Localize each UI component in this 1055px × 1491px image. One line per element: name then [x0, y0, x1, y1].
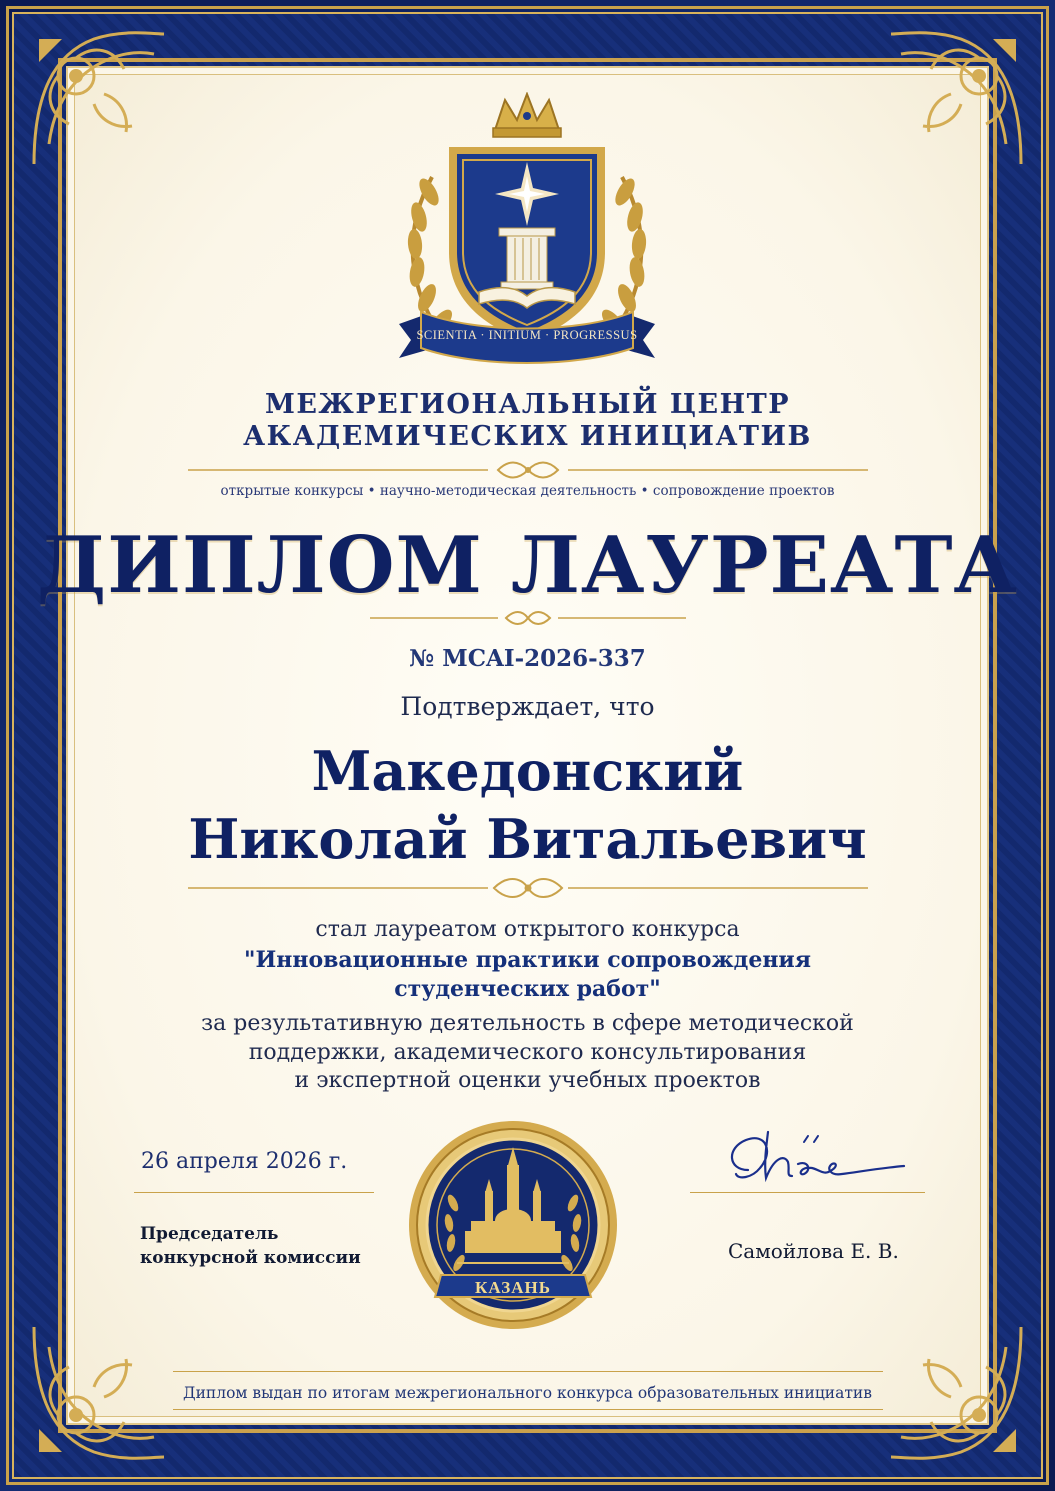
footer-bottom-rule	[173, 1409, 883, 1410]
column-icon	[499, 228, 555, 289]
chair-title-line1: Председатель	[140, 1224, 279, 1244]
seal-city: КАЗАНЬ	[475, 1278, 551, 1297]
crest-motto: SCIENTIA · INITIUM · PROGRESSUS	[416, 328, 638, 342]
contest-name-line1: "Инновационные практики сопровождения	[243, 947, 811, 973]
ornament-divider-icon	[188, 876, 868, 900]
ornament-divider-icon	[188, 458, 868, 482]
signer-name: Самойлова Е. В.	[728, 1239, 899, 1263]
diploma-title: ДИПЛОМ ЛАУРЕАТА	[36, 520, 1019, 611]
issue-date: 26 апреля 2026 г.	[141, 1149, 348, 1174]
organization-tagline: открытые конкурсы • научно-методическая деятельность • сопровождение проектов	[220, 483, 835, 499]
chair-title-line2: конкурсной комиссии	[140, 1248, 361, 1268]
kazan-seal	[405, 1113, 621, 1341]
confirmation-text: Подтверждает, что	[400, 692, 655, 721]
recipient-surname: Македонский	[311, 739, 744, 803]
laureate-text: стал лауреатом открытого конкурса	[315, 917, 740, 942]
signature-underline	[690, 1192, 925, 1193]
diploma-number: № MCAI-2026-337	[409, 645, 646, 672]
crown-icon	[493, 94, 561, 137]
recipient-given-names: Николай Витальевич	[188, 807, 867, 871]
corner-ornament-icon	[14, 14, 184, 184]
date-underline	[134, 1192, 374, 1193]
contest-name-line2: студенческих работ"	[394, 976, 661, 1002]
organization-name-line2: АКАДЕМИЧЕСКИХ ИНИЦИАТИВ	[243, 421, 812, 452]
handwritten-signature	[708, 1118, 908, 1198]
crest-emblem	[377, 92, 677, 382]
footer-top-rule	[173, 1371, 883, 1372]
corner-ornament-icon	[871, 14, 1041, 184]
footer-note: Диплом выдан по итогам межрегионального конкурса образовательных инициатив	[182, 1384, 872, 1402]
organization-name-line1: МЕЖРЕГИОНАЛЬНЫЙ ЦЕНТР	[264, 389, 791, 420]
merit-text-line1: за результативную деятельность в сфере методической	[201, 1011, 854, 1036]
chair-title	[140, 1222, 361, 1270]
merit-text-line2: поддержки, академического консультирования	[248, 1040, 807, 1065]
ornament-divider-icon	[370, 606, 686, 630]
merit-text-line3: и экспертной оценки учебных проектов	[294, 1068, 761, 1093]
